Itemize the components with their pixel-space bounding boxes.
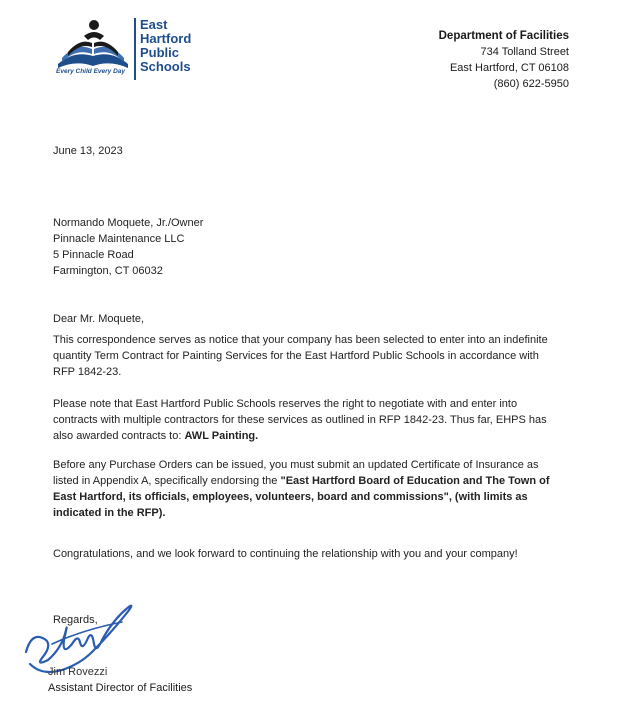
recipient-line-4: Farmington, CT 06032 [53,265,163,277]
recipient-address [53,215,573,279]
department-street: 734 Tolland Street [480,46,569,58]
paragraph-3-text: Before any Purchase Orders can be issued, you must submit an updated Certificate of Insurance as listed in Appendix A, specifically endorsing the [53,459,539,487]
closing: Regards, [53,614,98,626]
awarded-contractor: AWL Painting. [184,430,259,442]
paragraph-insurance [53,457,561,521]
signer-name: Jim Rovezzi [48,666,108,678]
salutation: Dear Mr. Moquete, [53,313,145,325]
logo-divider [134,18,136,80]
paragraph-congratulations: Congratulations, and we look forward to continuing the relationship with you and your company! [53,548,518,560]
recipient-line-2: Pinnacle Maintenance LLC [53,233,185,245]
district-logo [54,16,204,82]
letter-date: June 13, 2023 [53,145,123,157]
logo-line-4: Schools [140,59,191,74]
department-city: East Hartford, CT 06108 [449,62,569,74]
logo-tagline: Every Child Every Day [56,68,126,75]
logo-line-2: Hartford [140,31,192,46]
logo-line-1: East [140,17,168,32]
insurance-endorsement: "East Hartford Board of Education and The Town of East Hartford, its officials, employees, volunteers, board and commissions", (with limits as indicated in the RFP). [53,475,550,519]
department-title: Department of Facilities [438,30,569,42]
paragraph-multiple-contractors [53,396,563,444]
paragraph-2-text: Please note that East Hartford Public Schools reserves the right to negotiate with and enter into contracts with multiple contractors for these services as outlined in RFP 1842-23. Thus far, EHPS has also awarded contracts to: [53,398,547,442]
recipient-line-3: 5 Pinnacle Road [53,249,134,261]
logo-line-3: Public [140,45,180,60]
logo-wordmark [140,18,191,74]
department-address [349,28,569,92]
recipient-line-1: Normando Moquete, Jr./Owner [53,217,204,229]
signer-title: Assistant Director of Facilities [48,682,193,694]
paragraph-notice: This correspondence serves as notice that your company has been selected to enter into an indefinite quantity Term Contract for Painting Services for the East Hartford Public Schools in accordance with RFP 1842-23. [53,334,548,378]
department-phone: (860) 622-5950 [493,78,569,90]
